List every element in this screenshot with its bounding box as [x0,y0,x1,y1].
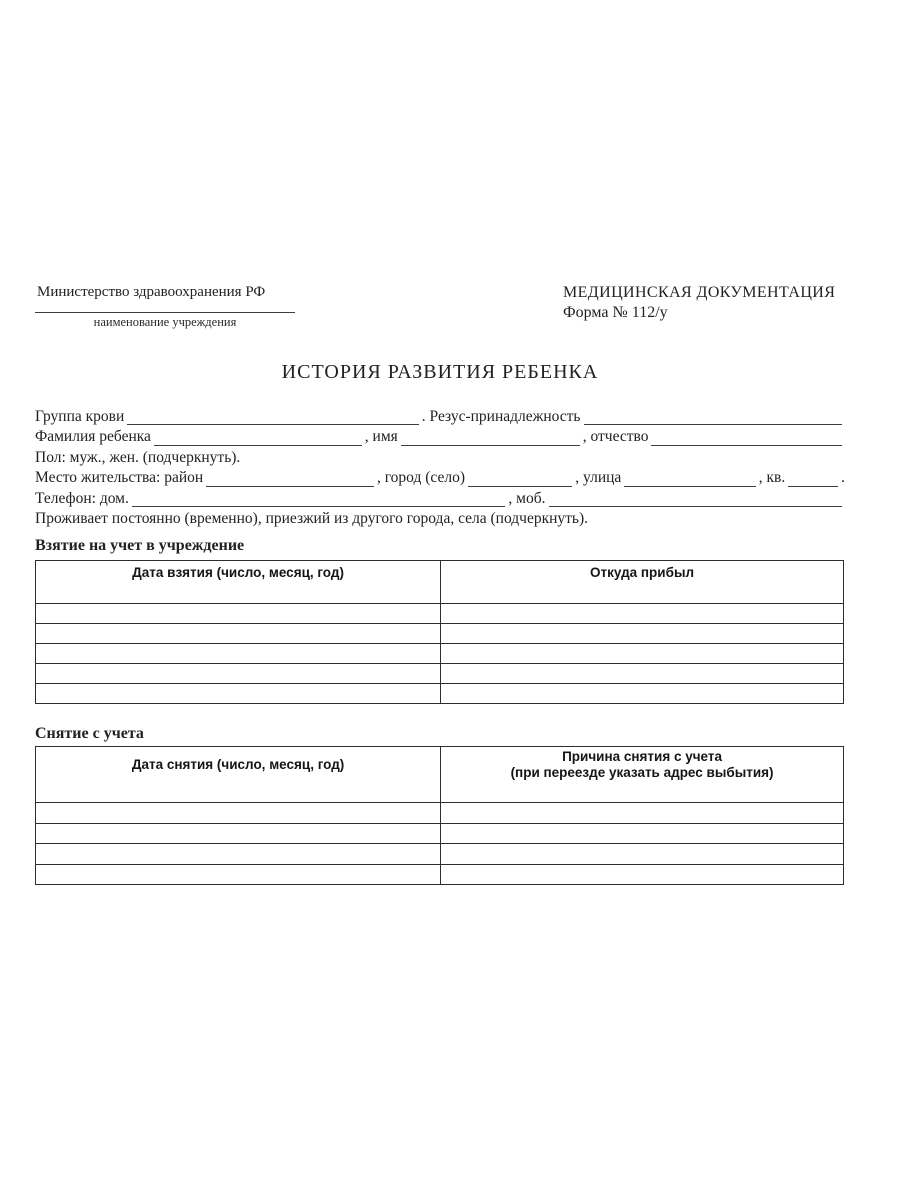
header-left-block [35,283,297,330]
phone-mobile-label: , моб. [508,489,546,507]
residence-status-line [35,509,845,529]
deregistration-reason-cell [441,865,843,885]
residence-line [35,468,845,488]
patient-fields [35,407,845,529]
form-number: Форма № 112/у [563,304,668,321]
ministry-name: Министерство здравоохранения РФ [37,284,266,300]
apartment-blank[interactable] [788,473,838,487]
surname-blank[interactable] [154,432,362,446]
table-row [36,683,843,703]
deregistration-reason-header [441,747,843,782]
blood-group-label: Группа крови [35,407,125,425]
deregistration-date-cell [36,824,441,844]
first-name-label: , имя [364,428,398,446]
phone-home-label: Телефон: дом. [35,489,129,507]
street-blank[interactable] [624,473,755,487]
residence-status-label: Проживает постоянно (временно), приезжий из другого города, села (подчеркнуть). [35,509,589,527]
deregistration-reason-cell [441,803,843,823]
table-row [36,782,843,802]
registration-date-cell [36,664,441,683]
registration-origin-header: Откуда прибыл [590,564,695,580]
deregistration-reason-header-line1: Причина снятия с учета [562,748,723,764]
table-row [36,643,843,663]
deregistration-date-cell [36,844,441,864]
sex-line [35,448,845,468]
city-blank[interactable] [468,473,572,487]
form-header [35,283,845,336]
apartment-period: . [841,469,846,487]
section-title-registration: Взятие на учет в учреждение [35,537,245,555]
section-title-deregistration: Снятие с учета [35,725,144,743]
table-row [36,823,843,844]
child-name-line [35,427,845,447]
phone-line [35,489,845,509]
apartment-label: , кв. [758,469,786,487]
deregistration-table [35,746,844,885]
table-row [36,843,843,864]
registration-origin-cell [441,604,843,623]
registration-origin-cell [441,584,843,603]
deregistration-reason-header-line2: (при переезде указать адрес выбытия) [510,764,774,780]
deregistration-date-cell [36,782,441,802]
surname-label: Фамилия ребенка [35,428,151,446]
registration-date-cell [36,644,441,663]
deregistration-date-cell [36,865,441,885]
table-row [36,663,843,683]
table-row [36,623,843,643]
registration-table-body [36,584,843,703]
phone-mobile-blank[interactable] [549,493,843,507]
registration-date-cell [36,684,441,703]
registration-origin-cell [441,644,843,663]
institution-caption: наименование учреждения [93,315,237,329]
deregistration-table-header-row [36,747,843,782]
deregistration-date-header: Дата снятия (число, месяц, год) [36,747,441,782]
registration-date-header: Дата взятия (число, месяц, год) [36,561,441,584]
city-label: , город (село) [376,469,465,487]
sex-label: Пол: муж., жен. (подчеркнуть). [35,448,241,466]
deregistration-reason-cell [441,844,843,864]
registration-origin-cell [441,684,843,703]
phone-home-blank[interactable] [132,493,506,507]
table-row [36,603,843,623]
deregistration-reason-cell [441,782,843,802]
blood-group-line [35,407,845,427]
registration-table-header-row [36,561,843,584]
header-right-block [563,283,835,323]
table-row [36,802,843,823]
rhesus-blank[interactable] [584,411,843,425]
deregistration-reason-cell [441,824,843,844]
registration-table [35,560,844,704]
patronymic-blank[interactable] [651,432,842,446]
rhesus-label: . Резус-принадлежность [421,407,581,425]
street-label: , улица [575,469,622,487]
deregistration-table-body [36,782,843,884]
deregistration-date-cell [36,803,441,823]
institution-name-blank[interactable] [35,301,295,313]
registration-date-cell [36,604,441,623]
table-row [36,584,843,603]
patronymic-label: , отчество [582,428,649,446]
page-title: ИСТОРИЯ РАЗВИТИЯ РЕБЕНКА [281,361,599,383]
table-row [36,864,843,885]
form-content [35,283,845,885]
district-blank[interactable] [206,473,374,487]
registration-date-cell [36,584,441,603]
registration-origin-cell [441,624,843,643]
registration-origin-cell [441,664,843,683]
doc-classification: МЕДИЦИНСКАЯ ДОКУМЕНТАЦИЯ [563,284,836,301]
registration-date-cell [36,624,441,643]
first-name-blank[interactable] [401,432,580,446]
district-label: Место жительства: район [35,469,204,487]
blood-group-blank[interactable] [127,411,419,425]
